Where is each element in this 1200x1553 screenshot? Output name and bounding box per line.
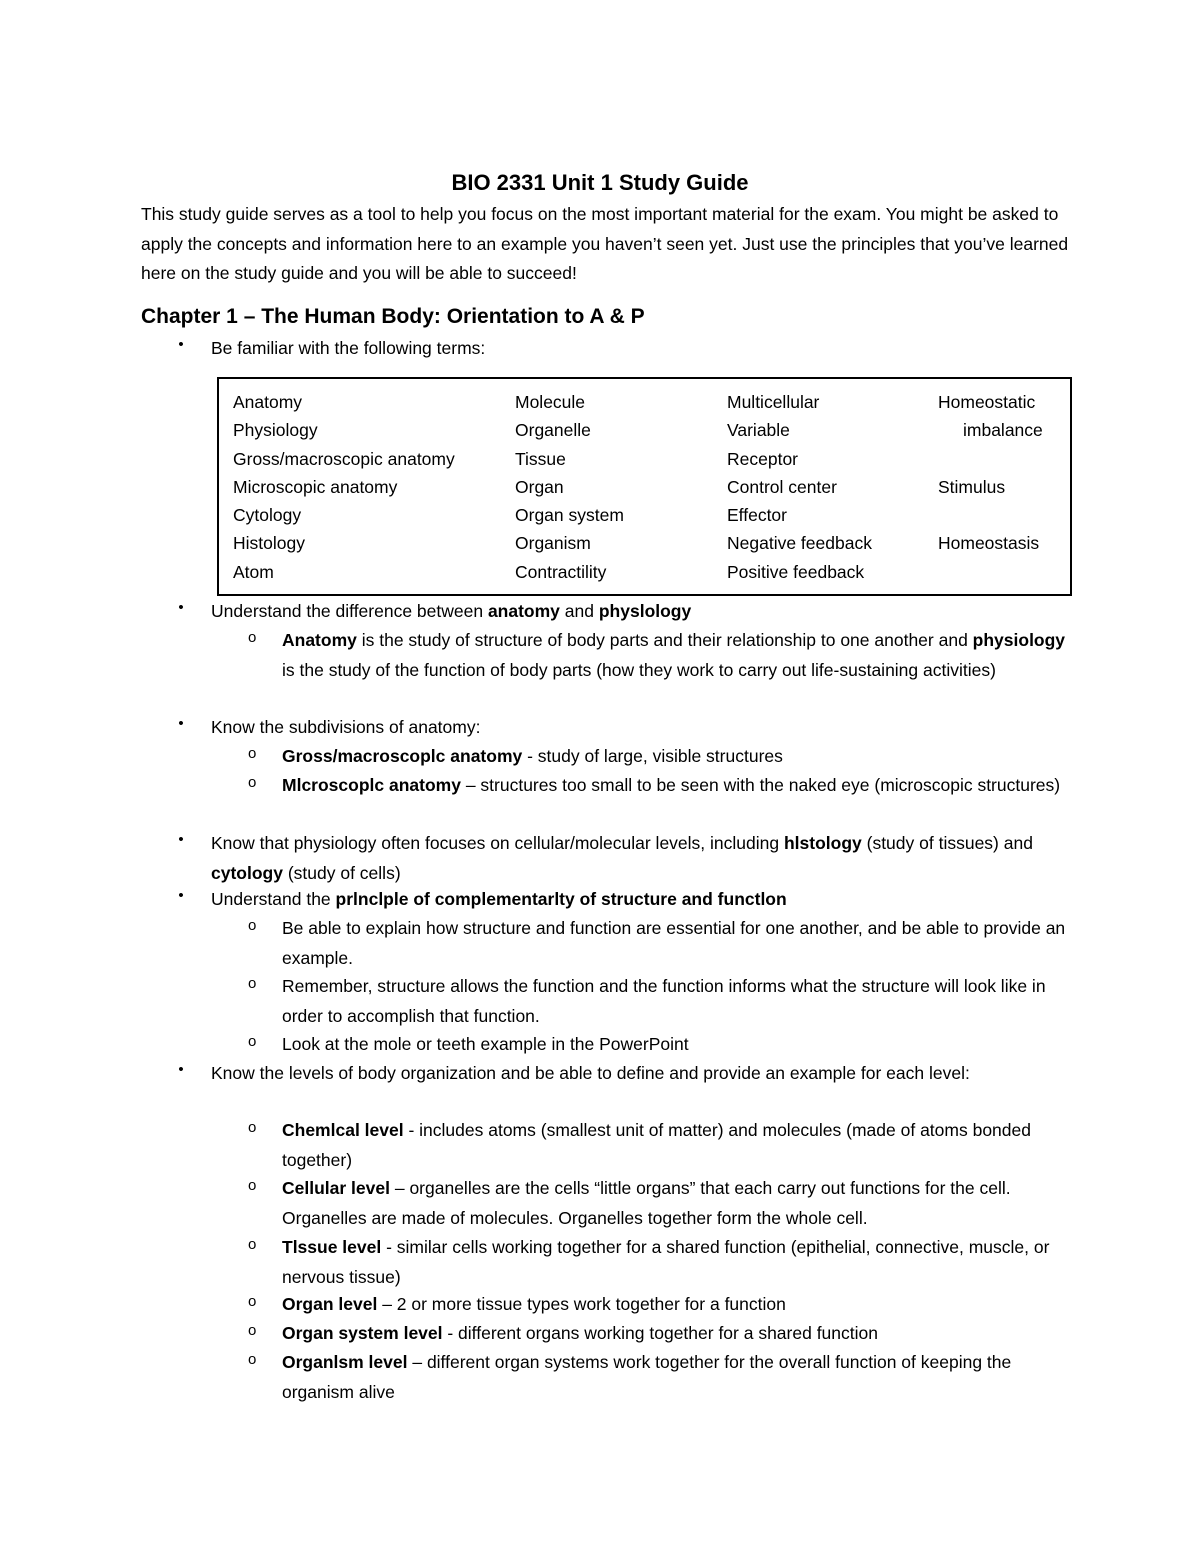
sub-text: Mlcroscoplc anatomy – structures too small to be seen with the naked eye (microscopic structures) [282,775,1061,795]
bullet-text: Understand the difference between anatomy and physlology [211,601,692,621]
term: Negative feedback [727,533,872,554]
term: Contractility [515,561,607,582]
intro-paragraph: This study guide serves as a tool to help you focus on the most important material for the exam. You might be asked to apply the concepts and information here to an example you haven’t seen yet. Just use the principles that you’ve learned here on the study guide and you will be able to succeed! [141,204,1069,283]
term: Positive feedback [727,561,865,582]
sub-bullet-icon: o [248,1322,257,1339]
bullet-icon: • [178,599,184,616]
term: Stimulus [938,476,1006,497]
terms-table [217,377,1072,596]
chapter-heading: Chapter 1 – The Human Body: Orientation to A & P [141,305,645,328]
term: Organelle [515,420,591,441]
bullet-icon: • [178,715,184,732]
bullet-text: Know the levels of body organization and be able to define and provide an example for each level: [211,1063,970,1083]
bullet-text: Be familiar with the following terms: [211,338,486,358]
bullet-text: Know the subdivisions of anatomy: [211,717,481,737]
sub-bullet-icon: o [248,975,257,992]
sub-bullet-icon: o [248,1293,257,1310]
sub-bullet-icon: o [248,1351,257,1368]
bullet-icon: • [178,336,184,353]
term: Physiology [233,420,318,441]
term [938,558,1043,586]
term: Gross/macroscopic anatomy [233,448,455,469]
term: Molecule [515,392,586,412]
term: Homeostasis [938,533,1040,554]
sub-text: Gross/macroscoplc anatomy - study of large, visible structures [282,746,783,766]
sub-bullet-icon: o [248,774,257,791]
term: Anatomy [233,392,303,412]
term: Atom [233,561,274,582]
term: Organ system [515,505,624,526]
term: Effector [727,505,787,526]
bullet-text: Understand the prlnclple of complementarlty of structure and functlon [211,889,787,909]
term: Homeostatic [938,392,1036,412]
term: Receptor [727,448,799,469]
term: Variable [727,420,790,441]
sub-text: Organlsm level – different organ systems work together for the overall function of keeping the organism alive [282,1352,1012,1402]
term: Organ [515,476,564,497]
sub-bullet-icon: o [248,1033,257,1050]
term: Organism [515,533,591,554]
term: Histology [233,533,305,554]
term [938,501,1043,529]
sub-bullet-icon: o [248,1119,257,1136]
bullet-icon: • [178,887,184,904]
term: imbalance [963,420,1043,441]
sub-text: Be able to explain how structure and function are essential for one another, and be able to provide an example. [282,918,1066,968]
sub-text: Look at the mole or teeth example in the PowerPoint [282,1034,689,1054]
term: Cytology [233,505,302,526]
sub-bullet-icon: o [248,629,257,646]
sub-text: Cellular level – organelles are the cells “little organs” that each carry out functions for the cell. Organelles are made of molecules. Organelles together form the whole cell. [282,1178,1011,1228]
term: Multicellular [727,392,820,412]
sub-bullet-icon: o [248,1236,257,1253]
term: Tissue [515,448,566,469]
sub-text: Anatomy is the study of structure of body parts and their relationship to one another and physiology is the study of the function of body parts (how they work to carry out life-sustaining activities) [282,630,1066,680]
sub-text: Organ level – 2 or more tissue types work together for a function [282,1294,786,1314]
sub-bullet-icon: o [248,1177,257,1194]
terms-column-3 [727,388,872,586]
document-title: BIO 2331 Unit 1 Study Guide [451,170,749,195]
terms-column-1 [233,388,455,586]
sub-text: Organ system level - different organs working together for a shared function [282,1323,878,1343]
sub-text: Remember, structure allows the function and the function informs what the structure will look like in order to accomplish that function. [282,976,1046,1026]
sub-bullet-icon: o [248,745,257,762]
term: Control center [727,476,837,497]
term [938,445,1043,473]
sub-text: Tlssue level - similar cells working together for a shared function (epithelial, connective, muscle, or nervous tissue) [282,1237,1050,1287]
sub-text: Chemlcal level - includes atoms (smallest unit of matter) and molecules (made of atoms bonded together) [282,1120,1031,1170]
bullet-icon: • [178,831,184,848]
term: Microscopic anatomy [233,476,398,497]
terms-column-4 [938,388,1043,586]
terms-column-2 [515,388,624,586]
bullet-text: Know that physiology often focuses on cellular/molecular levels, including hlstology (study of tissues) and cytology (study of cells) [211,833,1033,883]
sub-bullet-icon: o [248,917,257,934]
bullet-icon: • [178,1061,184,1078]
